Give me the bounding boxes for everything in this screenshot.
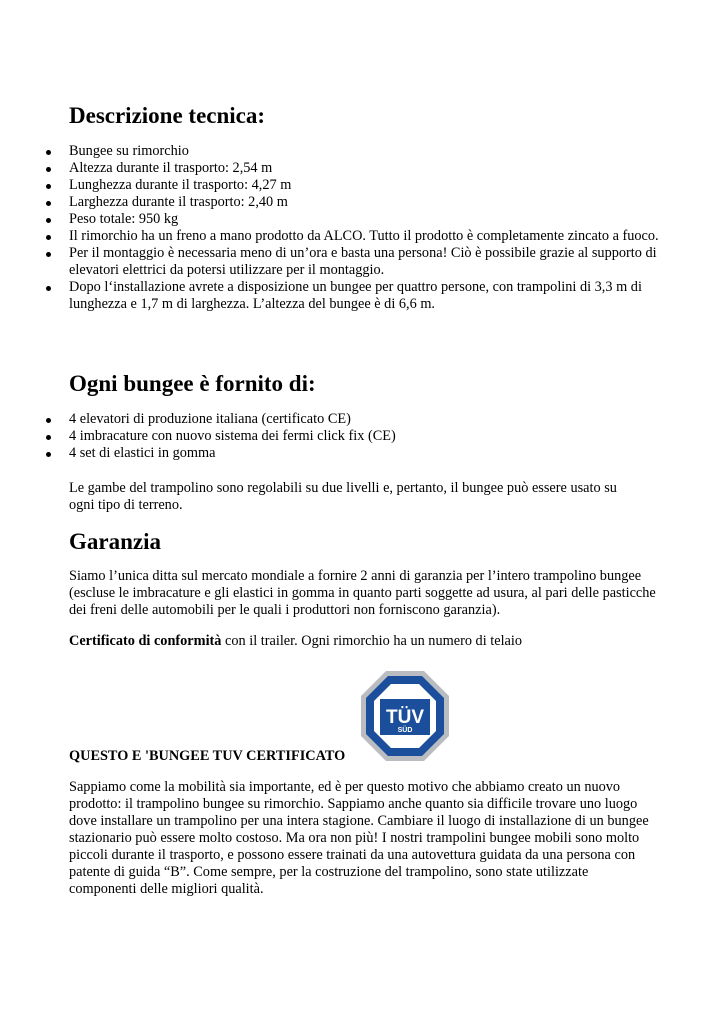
bullet-icon [46, 150, 51, 155]
closing-paragraph: Sappiamo come la mobilità sia importante, ed è per questo motivo che abbiamo creato un nuovo prodotto: il trampolino bungee su rimorchio. Sappiamo anche quanto sia difficile trovare uno luogo dove installare un trampolino per una intera stagione. Cambiare il luogo di installazione di un bungee stazionario può essere molto costoso. Ma ora non più! I nostri trampolini bungee mobili sono molto piccoli durante il trasporto, e possono essere trainati da una autovettura guidata da una persona con patente di guida “B”. Come sempre, per la costruzione del trampolino, sono state utilizzate componenti delle migliori qualità. [69, 779, 649, 897]
heading-warranty: Garanzia [69, 529, 161, 554]
bullet-icon [46, 286, 51, 291]
bullet-icon [46, 252, 51, 257]
list-item: Altezza durante il trasporto: 2,54 m [0, 160, 725, 177]
tuv-certified-heading: QUESTO E 'BUNGEE TUV CERTIFICATO [69, 748, 346, 764]
technical-list [0, 143, 725, 313]
bullet-icon [46, 452, 51, 457]
included-list [0, 411, 725, 462]
bullet-icon [46, 418, 51, 423]
logo-text-main: TÜV [386, 707, 424, 728]
certificate-line [69, 633, 669, 650]
warranty-paragraph: Siamo l’unica ditta sul mercato mondiale a fornire 2 anni di garanzia per l’intero trampolino bungee (escluse le imbracature e gli elastici in gomma in quanto parti soggette ad usura, al pari delle pasticche dei freni delle automobili per le quali i produttori non forniscono garanzia). [69, 568, 656, 618]
list-item: Lunghezza durante il trasporto: 4,27 m [0, 177, 725, 194]
terrain-paragraph: Le gambe del trampolino sono regolabili su due livelli e, pertanto, il bungee può essere usato su ogni tipo di terreno. [69, 480, 617, 513]
certificate-text: con il trailer. Ogni rimorchio ha un numero di telaio [221, 633, 523, 649]
list-item: Peso totale: 950 kg [0, 211, 725, 228]
bullet-icon [46, 201, 51, 206]
heading-technical-description: Descrizione tecnica: [69, 103, 266, 128]
bullet-icon [46, 235, 51, 240]
list-item: Per il montaggio è necessaria meno di un’ora e basta una persona! Ciò è possibile grazie al supporto di elevatori elettrici da potersi utilizzare per il montaggio. [0, 245, 725, 279]
list-item: Il rimorchio ha un freno a mano prodotto da ALCO. Tutto il prodotto è completamente zincato a fuoco. [0, 228, 725, 245]
list-item: 4 elevatori di produzione italiana (certificato CE) [0, 411, 725, 428]
list-item: 4 set di elastici in gomma [0, 445, 725, 462]
list-item: Dopo l‘installazione avrete a disposizione un bungee per quattro persone, con trampolini di 3,3 m di lunghezza e 1,7 m di larghezza. L’altezza del bungee è di 6,6 m. [0, 279, 725, 313]
bullet-icon [46, 435, 51, 440]
certificate-label: Certificato di conformità [69, 633, 222, 649]
bullet-icon [46, 184, 51, 189]
bullet-icon [46, 218, 51, 223]
bullet-icon [46, 167, 51, 172]
heading-included-items: Ogni bungee è fornito di: [69, 371, 316, 396]
list-item: Bungee su rimorchio [0, 143, 725, 160]
list-item: Larghezza durante il trasporto: 2,40 m [0, 194, 725, 211]
list-item: 4 imbracature con nuovo sistema dei fermi click fix (CE) [0, 428, 725, 445]
logo-text-sub: SÜD [397, 727, 413, 734]
